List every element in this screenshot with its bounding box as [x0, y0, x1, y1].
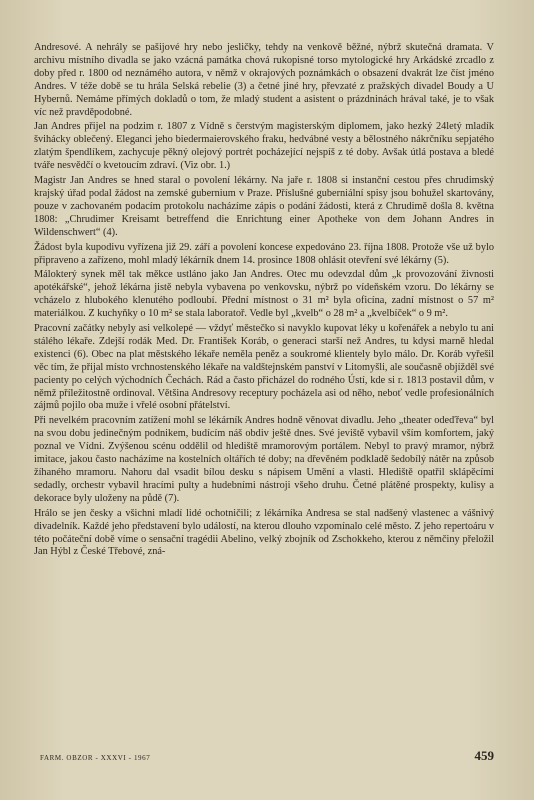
page-footer [40, 748, 494, 764]
paragraph-5: Málokterý synek měl tak měkce ustláno jako Jan Andres. Otec mu odevzdal dům „k provozování živnosti apotékářské“, jehož lékárna jistě nebyla vybavena po venkovsku, nýbrž po vídeňském vzoru. Do lékárny se vcházelo z hlubokého klenutého podloubí. Přední místnost o 31 m² byla oficína, zadní místnost o 57 m² materiálkou. Z kuchyňky o 10 m² se stala laboratoř. Vedle byl „kvelb“ o 28 m² a „kvelbíček“ o 9 m². [34, 269, 494, 320]
journal-citation: FARM. OBZOR - XXXVI - 1967 [40, 754, 151, 762]
paragraph-3: Magistr Jan Andres se hned staral o povolení lékárny. Na jaře r. 1808 si instanční cestou přes chrudimský krajský úřad podal žádost na zemské gubernium v Praze. Příslušné guberniální spisy jsou bohužel skartovány, pouze v zachovaném podacím protokolu nacházíme zápis o podání žádosti, která z Chrudimě došla 8. května 1808: „Chrudimer Kreisamt betreffend die Enrichtung einer Apotheke von dem Johann Andres in Wildenschwert“ (4). [34, 175, 494, 238]
paragraph-8: Hrálo se jen česky a všichni mladí lidé ochotničili; z lékárníka Andresa se stal nadšený vlastenec a vášnivý divadelník. Každé jeho představení bylo událostí, na kterou dlouho vzpomínalo celé město. Z jeho repertoáru v této počáteční době víme o sensační tragédii Abelino, velký zbojník od Zschokkeho, kterou z němčiny přeložil Jan Hýbl z České Třebové, zná- [34, 507, 494, 558]
paragraph-4: Žádost byla kupodivu vyřízena již 29. září a povolení koncese expedováno 23. října 1808. Protože vše už bylo připraveno a zařízeno, mohl mladý lékárník dnem 14. prosince 1808 ohlásit otevření své lékárny (5). [34, 241, 494, 266]
paragraph-1: Andresové. A nehrály se pašijové hry nebo jesličky, tehdy na venkově běžné, nýbrž skutečná dramata. V archivu místního divadla se jako vzácná památka chová rukopisné torso mytologické hry Arkádské zrcadlo z doby před r. 1800 od neznámého autora, v němž v okrajových poznámkách o obsazení dvakrát lze číst jméno Andres. V téže době se tu hrála Selská rebelie (3) a četné jiné hry, převzaté z pražských divadel Boudy a U Hybernů. Nemáme přímých dokladů o tom, že mladý student a asistent o prázdninách hrával také, je to však víc než pravděpodobné. [34, 42, 494, 118]
article-body [34, 42, 494, 559]
paragraph-6: Pracovní začátky nebyly asi velkolepé — vždyť městečko si navyklo kupovat léky u kořenářek a nebylo tu ani stálého lékaře. Zdejší rodák Med. Dr. František Koráb, o generaci starší než Andres, tu kdysi marně hledal existenci (6). Obec na plat městského lékaře neměla peněz a soukromé klientely bylo málo. Dr. Koráb vyřešil věc tím, že přijal místo vrchnostenského lékaře na valdštejnském panství v Litomyšli, ale současně objížděl své pacienty po celých východních Čechách. Rád a často přicházel do rodného Ústí, kde si r. 1813 postavil dům, v němž příležitostně ordinoval. Většina Andresovy receptury pocházela asi od něho, neboť vedle profesionálních zájmů pojilo oba muže i vřelé osobní přátelství. [34, 323, 494, 412]
page-number: 459 [474, 748, 494, 763]
paragraph-7: Při nevelkém pracovním zatížení mohl se lékárník Andres hodně věnovat divadlu. Jeho „theater odeďřeva“ byl na svou dobu jedinečným podnikem, budícím náš obdiv ještě dnes. Své jeviště vybavil vším komfortem, jaký poznal ve Vídni. Zvýšenou scénu oddělil od hlediště mramorovým portálem. Nebyl to pravý mramor, nýbrž imitace, jakou často nacházíme na kostelních oltářích té doby; na dřevěném podkladě šedobílý nátěr na způsob žíhaného mramoru. Nahoru dal vsadit bílou desku s nápisem Umění a vlasti. Hlediště opatřil sklápěcími sedadly, orchestr vybavil hracími pulty a hudebními nástroji všeho druhu. Četné plátěné prospekty, kulisy a dekorace byly uloženy na půdě (7). [34, 415, 494, 504]
paragraph-2: Jan Andres přijel na podzim r. 1807 z Vídně s čerstvým magisterským diplomem, jako hezký 24letý mladík švihácky oblečený. Eleganci jeho biedermaierovského fraku, hedvábné vesty a bělostného nákrčníku sepjatého zlatým špendlíkem, zachycuje pěkný olejový portrét pocházející nejspíš z té doby. Avšak útlá postava a bledé tváře nesvědčí o kvetoucím zdraví. (Viz obr. 1.) [34, 121, 494, 172]
